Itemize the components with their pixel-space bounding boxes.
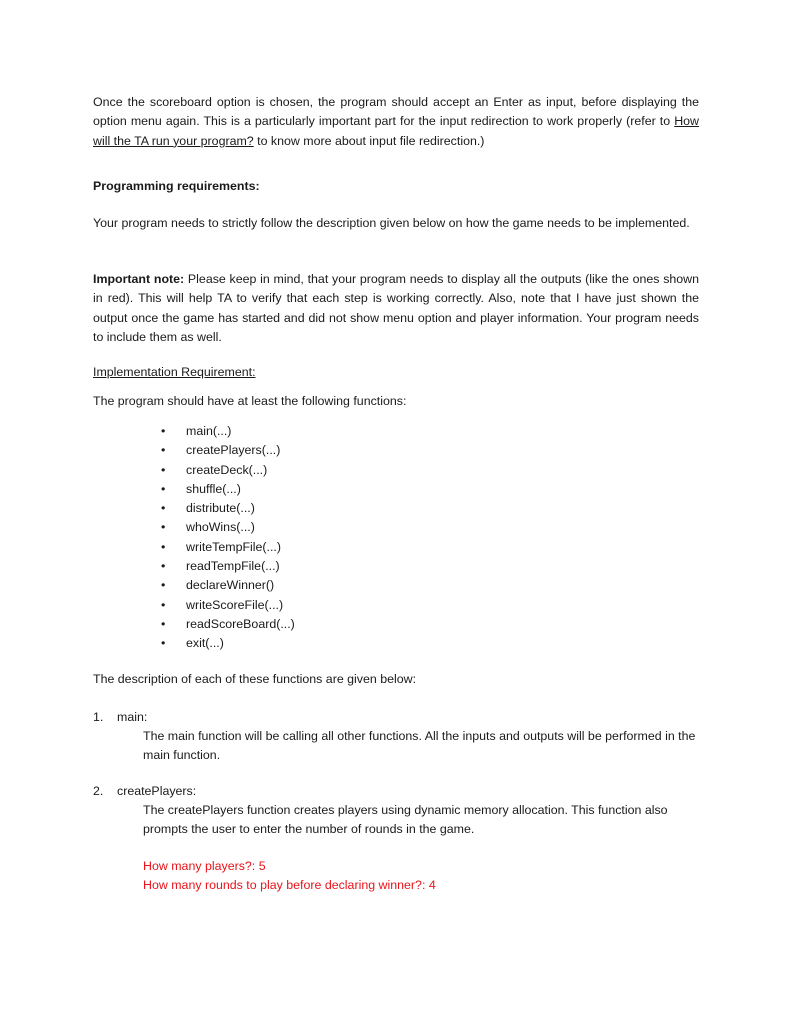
function-name: exit(...) [186,636,224,651]
function-list-item [161,518,295,537]
functions-intro: The program should have at least the following functions: [93,394,407,408]
function-name: shuffle(...) [186,481,241,496]
important-note-paragraph [93,270,699,348]
function-list-item [161,461,295,480]
important-note-text: Please keep in mind, that your program needs to display all the outputs (like the ones shown in red). This will help TA to verify that each step is working correctly. Also, note that I have just shown the output once the game has started and did not show menu option and player information. Your program needs to include them as well. [93,272,700,345]
programming-requirements-text: Your program needs to strictly follow the description given below on how the game needs to be implemented. [93,216,690,230]
item-name: main: [117,710,148,724]
function-name: declareWinner() [186,578,275,593]
bullet-icon: • [161,443,166,458]
sample-output-players: How many players?: 5 [143,859,266,873]
item-number: 1. [93,710,104,724]
function-name: writeTempFile(...) [186,539,282,554]
item-createplayers-title [93,782,699,801]
item-createplayers-description: The createPlayers function creates players using dynamic memory allocation. This function also prompts the user to enter the number of rounds in the game. [143,803,668,837]
function-name: main(...) [186,424,232,438]
function-list-item [161,480,295,499]
bullet-icon: • [161,424,166,438]
function-list-item [161,441,295,460]
function-list-item [161,576,295,595]
bullet-icon: • [161,520,166,535]
item-name: createPlayers: [117,784,197,798]
function-name: writeScoreFile(...) [186,597,284,612]
function-list-item [161,596,295,615]
bullet-icon: • [161,636,166,651]
function-list-item [161,538,295,557]
programming-requirements-heading: Programming requirements: [93,179,260,193]
bullet-icon: • [161,616,166,631]
description-intro: The description of each of these functions are given below: [93,672,417,686]
bullet-icon: • [161,501,166,516]
function-list [161,422,295,654]
function-name: whoWins(...) [186,520,255,535]
bullet-icon: • [161,597,166,612]
function-name: readTempFile(...) [186,559,280,574]
intro-text: Once the scoreboard option is chosen, the program should accept an Enter as input, before displaying the option menu again. This is a particularly important part for the input redirection to work properly (refer to [93,95,699,129]
bullet-icon: • [161,462,166,477]
function-name: createPlayers(...) [186,443,281,458]
function-list-item [161,422,295,441]
item-number: 2. [93,784,104,798]
intro-paragraph [93,93,699,151]
function-list-item [161,634,295,653]
intro-text-end: to know more about input file redirection.) [253,133,485,148]
function-list-item [161,499,295,518]
sample-output-rounds: How many rounds to play before declaring winner?: 4 [143,878,436,892]
ta-run-link[interactable]: How will the TA run your program? [93,114,699,148]
item-main-title [93,708,699,727]
function-list-item [161,557,295,576]
function-name: createDeck(...) [186,462,268,477]
bullet-icon: • [161,578,166,593]
function-name: readScoreBoard(...) [186,616,295,631]
bullet-icon: • [161,481,166,496]
function-name: distribute(...) [186,501,255,516]
item-main-description: The main function will be calling all other functions. All the inputs and outputs will be performed in the main function. [143,729,696,763]
bullet-icon: • [161,559,166,574]
function-list-item [161,615,295,634]
bullet-icon: • [161,539,166,554]
important-note-label: Important note: [93,272,185,286]
implementation-requirement-heading: Implementation Requirement: [93,365,256,379]
